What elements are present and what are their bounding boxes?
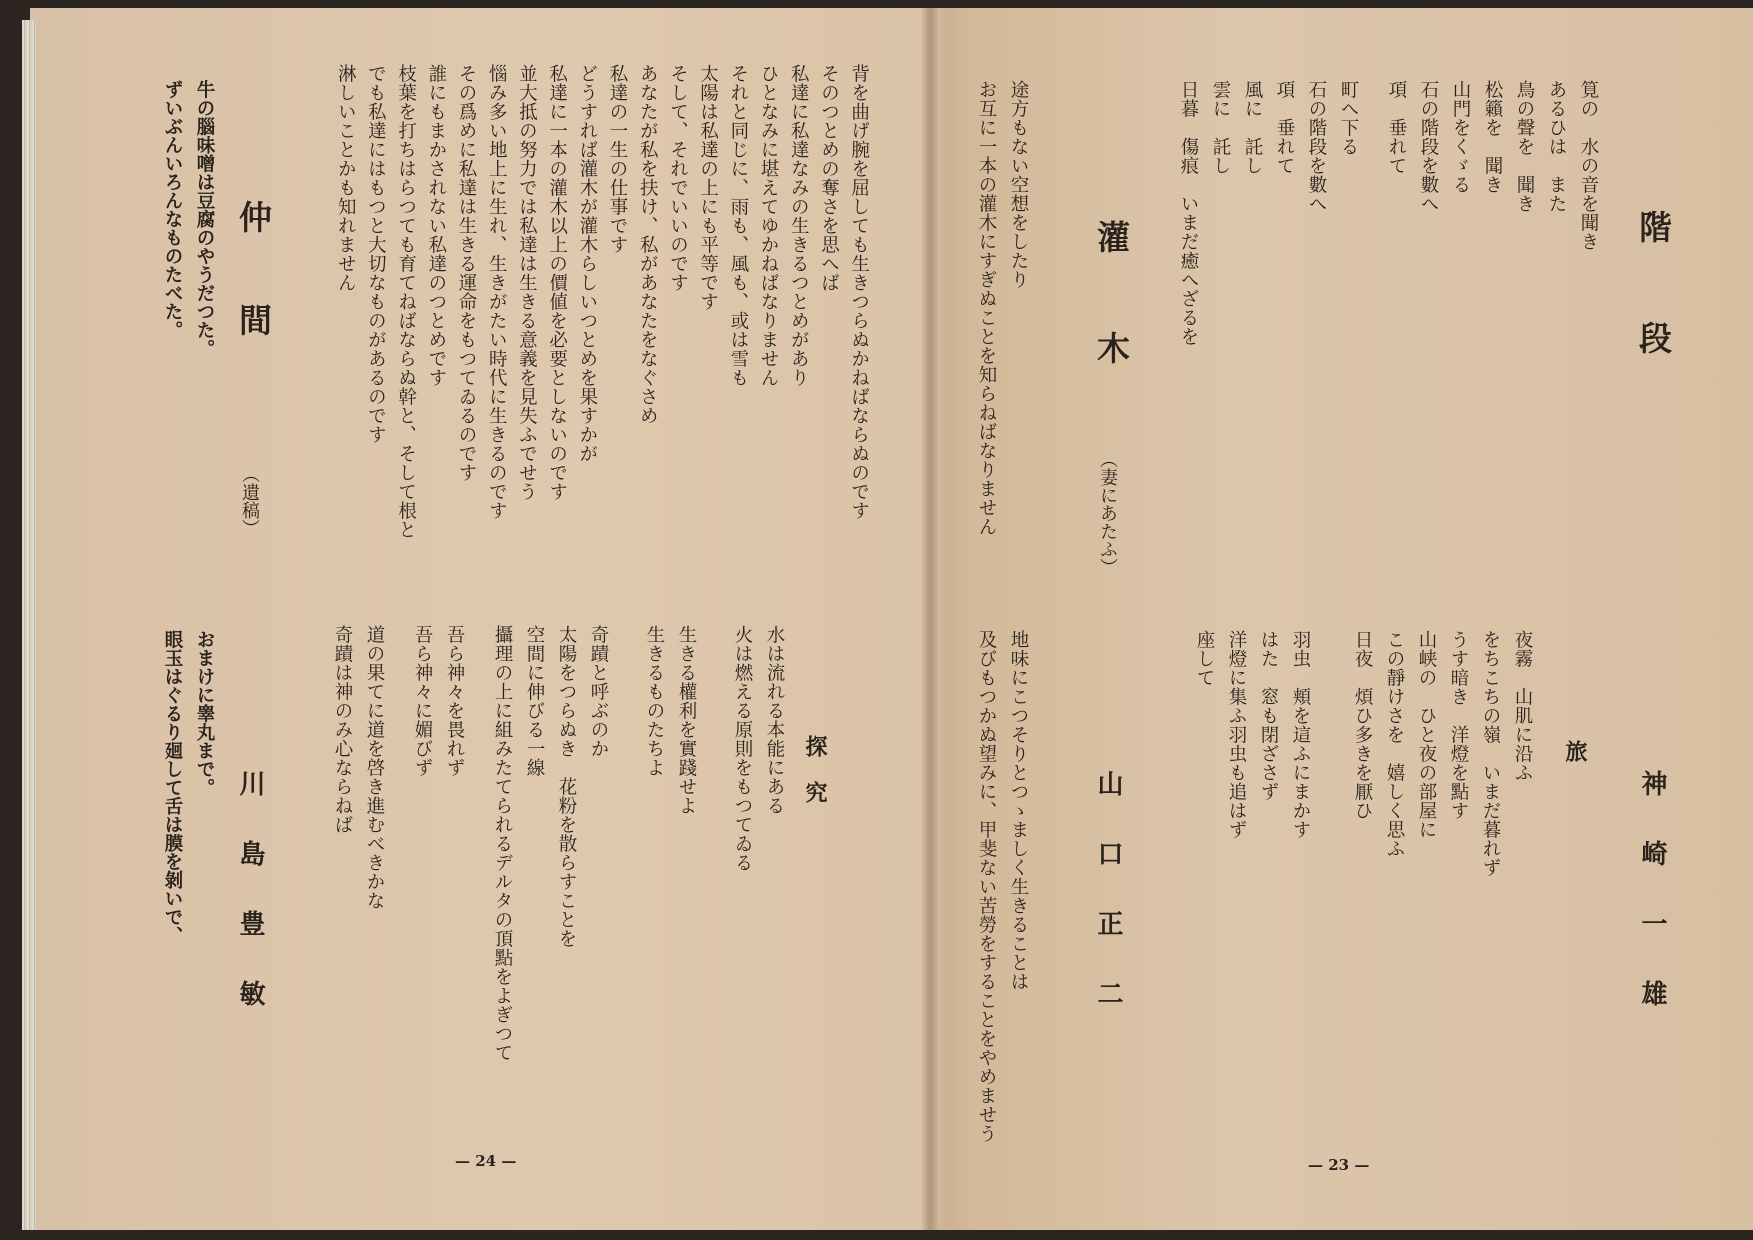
book-gutter (922, 8, 938, 1230)
page-number-23: — 23 — (1308, 1156, 1370, 1174)
title-kaidan: 階段 (1634, 210, 1673, 432)
poem-tabi-stanza3: 羽虫 頬を這ふにまかす はた 窓も閉ざさず 洋燈に集ふ羽虫も追はず 座して (1194, 630, 1311, 839)
page-edge (22, 20, 36, 1230)
poem-tankyu-stanza1: 水は流れる本能にある 火は燃える原則をもつてゐる (732, 625, 785, 872)
poem-tabi-stanza1: 夜霧 山肌に沿ふ をちこちの嶺 いまだ暮れず うす暗き 洋燈を點す 山峡の ひと夜の部屋に (1416, 630, 1533, 877)
poem-nakama-part2: おまけに睾丸まで。 眼玉はぐるり廻して舌は膜を剝いで、 (162, 630, 215, 945)
poem-nakama-part1: 牛の腦味噌は豆腐のやうだつた。 ずいぶんいろんなものたべた。 (162, 80, 215, 358)
author-kawashima: 川島豊敏 (235, 770, 265, 1050)
poem-tankyu-stanza3: 奇蹟と呼ぶのか 太陽をつらぬき 花粉を散らすことを 空間に伸びる一線 攝理の上に組みたてられるデルタの頂點をよぎつて (492, 625, 609, 1062)
subtitle-tankyu: 探究 (802, 735, 828, 827)
subtitle-tabi: 旅 (1562, 740, 1588, 762)
title-kanboku: 灌木 (1092, 220, 1131, 442)
poem-kaidan-stanza1: 筧の 水の音を聞き あるひは また 鳥の聲を 聞き 松籟を 聞き 山門をくゞる 石の階段を數へ 項 垂れて (1386, 80, 1599, 251)
page-number-24: — 24 — (455, 1152, 517, 1170)
title-nakama: 仲間 (234, 200, 273, 406)
poem-tankyu-stanza4: 吾ら神々を畏れず 吾ら神々に媚びず (412, 625, 465, 777)
subtitle-tsuma: （妻にあたふ） (1097, 450, 1118, 576)
poem-kanboku-part2: 地味にこつそりとつゝましく生きることは 及びもつかぬ望みに、甲斐ない苦勞をすることをやめませう (976, 630, 1029, 1143)
author-kanzaki: 神崎一雄 (1637, 770, 1667, 1050)
poem-tabi-stanza2: この靜けさを 嬉しく思ふ 日夜 煩ひ多きを厭ひ (1352, 630, 1405, 858)
poem-kanboku-part1: 途方もない空想をしたり お互に一本の灌木にすぎぬことを知らねばなりません (976, 80, 1029, 536)
poem-kanboku-continued: 背を曲げ腕を屈しても生きつらぬかねばならぬのです そのつとめの奪さを思へば 私達に私達なみの生きるつとめがあり ひとなみに堪えてゆかねばなりません それと同じに、雨も、風も、或は雪も 太陽は私達の上にも平等です そして、それでいいのです あなたが私を扶け、私があなたをなぐさめ 私達の一生の仕事です どうすれば灌木が灌木らしいつとめを果すかが 私達に一本の灌木以上の價値を必要としないのです 並大抵の努力では私達は生きる意義を見失ふでせう 惱み多い地上に生れ、生きがたい時代に生きるのです その爲めに私達は生きる運命をもつてゐるのです 誰にもまかされない私達のつとめです 枝葉を打ちはらつても育てねばならぬ幹と、そして根と でも私達にはもつと大切なものがあるのです 淋しいことかも知れません (335, 64, 870, 539)
poem-tankyu-stanza5: 道の果てに道を啓き進むべきかな 奇蹟は神のみ心ならねば (332, 625, 385, 910)
author-yamaguchi: 山口正二 (1093, 770, 1123, 1050)
poem-tankyu-stanza2: 生きる權利を實踐せよ 生きるものたちよ (644, 625, 697, 815)
poem-kaidan-stanza2: 町へ下る 石の階段を數へ 項 垂れて 風に 託し 雲に 託し 日暮 傷痕 いまだ癒へざるを (1178, 80, 1359, 346)
subtitle-ikou: （遺稿） (239, 465, 260, 537)
